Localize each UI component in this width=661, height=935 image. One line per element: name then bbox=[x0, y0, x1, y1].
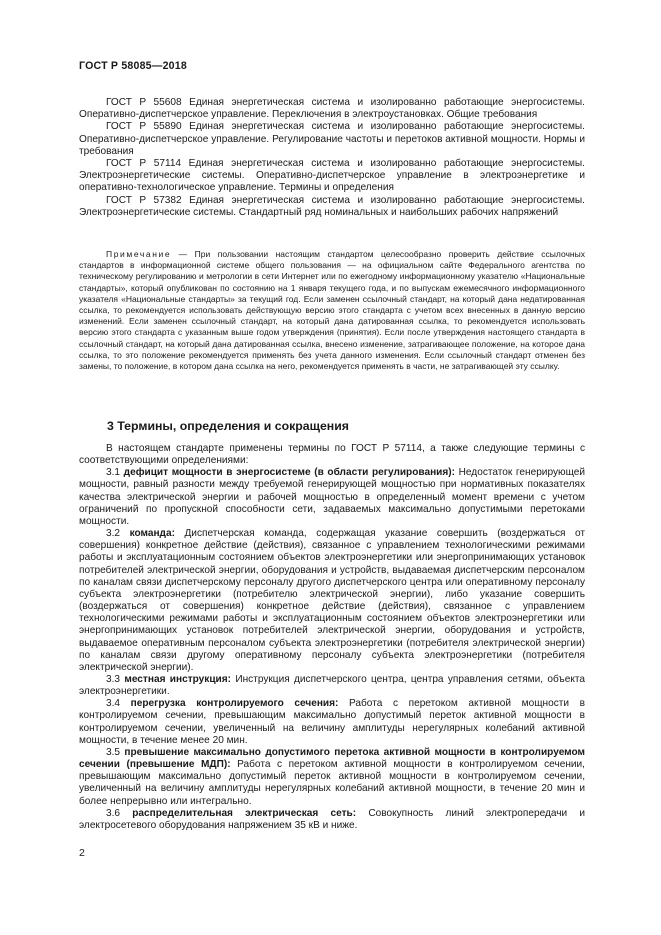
reference-item: ГОСТ Р 55608 Единая энергетическая система и изолированно работающие энергосистемы. Оперативно-диспетчерское управление. Переключения в электроустановках. Общие требования bbox=[79, 97, 585, 121]
section-title: 3 Термины, определения и сокращения bbox=[107, 419, 349, 433]
term-name: дефицит мощности в энергосистеме (в области регулирования): bbox=[123, 467, 455, 479]
note-label: Примечание bbox=[106, 249, 172, 259]
term-definition: Совокупность линий электропередачи и электросетевого оборудования напряжением 35 кВ и ниже. bbox=[79, 807, 585, 831]
term-name: превышение максимально допустимого перетока активной мощности в контролируемом сечении (превышение МДП): bbox=[79, 746, 586, 771]
term-entry bbox=[79, 528, 585, 674]
term-entry bbox=[79, 674, 585, 698]
note-paragraph bbox=[79, 249, 585, 372]
reference-item: ГОСТ Р 57114 Единая энергетическая система и изолированно работающие энергосистемы. Электроэнергетические системы. Оперативно-диспетчерское управление в электроэнергетике и оперативно-технологическое управление. Термины и определения bbox=[79, 158, 585, 194]
term-definition: Диспетчерская команда, содержащая указание совершить (воздержаться от совершения) конкретное действие (действия), связанное с управлением технологическими режимами работы и эксплуатационным состоянием объектов электроэнергетики или энергопринимающих установок потребителей электрической энергии, оборудования и устройств, выдаваемая диспетчерским персоналом по каналам связи диспетчерскому персоналу другого диспетчерского центра или оперативному персоналу субъекта электроэнергетики (потребителю электрической энергии), либо указание совершить (воздержаться от совершения) конкретное действие (действия), связанное с управлением технологическими режимами работы и эксплуатационным состоянием объектов электроэнергетики или энергопринимающих установок потребителей электрической энергии, оборудования и устройств, выдаваемое оперативным персоналом субъекта электроэнергетики (потребителя электрической энергии) по каналам связи другому оперативному персоналу субъекта электроэнергетики (потребителя электрической энергии). bbox=[79, 528, 586, 673]
term-entry bbox=[79, 747, 585, 808]
section-intro: В настоящем стандарте применены термины по ГОСТ Р 57114, а также следующие термины с соответствующими определениями: bbox=[79, 443, 585, 467]
term-number: 3.3 bbox=[106, 673, 125, 685]
term-name: распределительная электрическая сеть: bbox=[132, 807, 357, 819]
term-number: 3.6 bbox=[106, 807, 133, 819]
reference-item: ГОСТ Р 55890 Единая энергетическая система и изолированно работающие энергосистемы. Оперативно-диспетчерское управление. Регулирование частоты и перетоков активной мощности. Нормы и требования bbox=[79, 121, 585, 157]
term-definition: Инструкция диспетчерского центра, центра управления сетями, объекта электроэнергетики. bbox=[79, 673, 585, 698]
reference-item: ГОСТ Р 57382 Единая энергетическая система и изолированно работающие энергосистемы. Электроэнергетические системы. Стандартный ряд номинальных и наибольших рабочих напряжений bbox=[79, 194, 585, 218]
term-entry bbox=[79, 808, 585, 832]
term-name: команда: bbox=[129, 528, 175, 540]
term-number: 3.1 bbox=[106, 467, 124, 479]
normative-references bbox=[79, 97, 585, 219]
note-text: При пользовании настоящим стандартом целесообразно проверить действие ссылочных стандартов в информационной системе общего пользования — на официальном сайте Федерального агентства по техническому регулированию и метрологии в сети Интернет или по ежегодному информационному указателю «Национальные стандарты», который опубликован по состоянию на 1 января текущего года, и по выпускам ежемесячного информационного указателя «Национальные стандарты» за текущий год. Если заменен ссылочный стандарт, на который дана недатированная ссылка, то рекомендуется использовать действующую версию этого стандарта с учетом всех внесенных в данную версию изменений. Если заменен ссылочный стандарт, на который дана датированная ссылка, то рекомендуется использовать версию этого стандарта с указанным выше годом утверждения (принятия). Если после утверждения настоящего стандарта в ссылочный стандарт, на который дана датированная ссылка, внесено изменение, затрагивающее положение, на которое дана ссылка, то это положение рекомендуется применять без учета данного изменения. Если ссылочный стандарт отменен без замены, то положение, в котором дана ссылка на него, рекомендуется применять в части, не затрагивающей эту ссылку. bbox=[79, 249, 585, 372]
term-definition: Недостаток генерирующей мощности, равный разности между требуемой генерирующей мощностью при нормативных показателях качества электрической энергии и рабочей мощностью в определенный момент времени с учетом ограничений по пропускной способности сети, задаваемых максимально допустимыми перетоками мощности. bbox=[79, 467, 586, 527]
term-number: 3.4 bbox=[106, 698, 131, 710]
term-entry bbox=[79, 467, 585, 528]
document-header: ГОСТ Р 58085—2018 bbox=[79, 60, 187, 72]
term-number: 3.5 bbox=[106, 746, 125, 758]
note-dash: — bbox=[171, 249, 195, 259]
term-name: перегрузка контролируемого сечения: bbox=[130, 698, 339, 710]
note-block bbox=[79, 249, 585, 372]
terms-list bbox=[79, 443, 585, 832]
term-entry bbox=[79, 698, 585, 747]
term-definition: Работа с перетоком активной мощности в контролируемом сечении, превышающим максимально допустимый переток активной мощности в контролируемом сечении, увеличенный на величину амплитуды нерегулярных колебаний активной мощности, в течение 20 мин и более непрерывно или интегрально. bbox=[79, 759, 585, 807]
term-number: 3.2 bbox=[106, 528, 130, 540]
page-number: 2 bbox=[79, 847, 85, 859]
term-definition: Работа с перетоком активной мощности в контролируемом сечении, превышающим максимально допустимый переток активной мощности в контролируемом сечении, увеличенный на величину амплитуды нерегулярных колебаний активной мощности, в течение менее 20 мин. bbox=[79, 698, 585, 746]
term-name: местная инструкция: bbox=[124, 673, 232, 685]
